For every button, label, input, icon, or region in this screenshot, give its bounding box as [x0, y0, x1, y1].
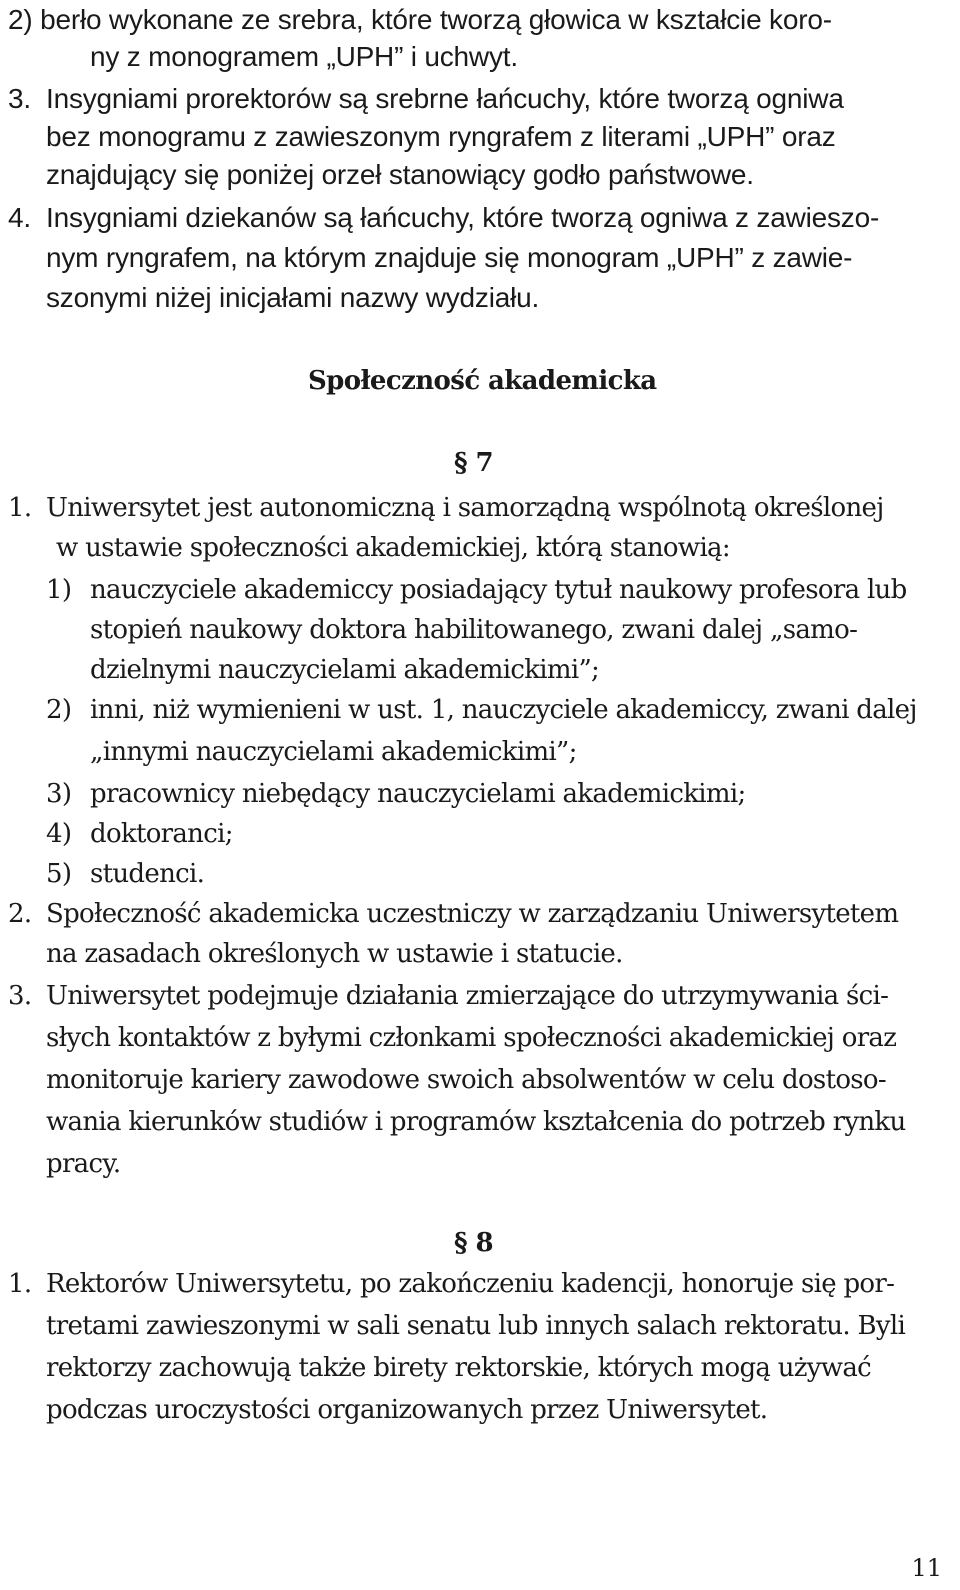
paragraph-line: Insygniami prorektorów są srebrne łańcuchy, które tworzą ogniwa [46, 83, 844, 114]
paragraph-symbol-7: § 7 [454, 448, 493, 478]
paragraph-line: nym ryngrafem, na którym znajduje się monogram „UPH” z zawie- [46, 242, 853, 273]
paragraph-line: Rektorów Uniwersytetu, po zakończeniu kadencji, honoruje się por- [46, 1269, 895, 1299]
list-number: 2. [8, 899, 32, 929]
paragraph-line: „innymi nauczycielami akademickimi”; [90, 737, 577, 767]
paragraph-line: tretami zawieszonymi w sali senatu lub innych salach rektoratu. Byli [46, 1311, 906, 1341]
page-number: 11 [911, 1554, 942, 1582]
list-number: 1. [8, 1269, 32, 1299]
paragraph-line: nauczyciele akademiccy posiadający tytuł naukowy profesora lub [90, 575, 907, 605]
list-number: 1. [8, 493, 32, 523]
list-number: 5) [46, 859, 72, 889]
paragraph-line: na zasadach określonych w ustawie i statucie. [46, 939, 623, 969]
paragraph-line: dzielnymi nauczycielami akademickimi”; [90, 655, 600, 685]
paragraph-line: monitoruje kariery zawodowe swoich absolwentów w celu dostoso- [46, 1065, 886, 1095]
list-number: 1) [46, 575, 72, 605]
paragraph-line: w ustawie społeczności akademickiej, którą stanowią: [56, 533, 730, 563]
paragraph-line: rektorzy zachowują także birety rektorskie, których mogą używać [46, 1353, 872, 1383]
paragraph-line: szonymi niżej inicjałami nazwy wydziału. [46, 282, 540, 313]
list-number: 3. [8, 83, 31, 114]
paragraph-line: 2) berło wykonane ze srebra, które tworzą głowica w kształcie koro- [8, 4, 832, 35]
paragraph-line: pracy. [46, 1149, 121, 1179]
paragraph-line: stopień naukowy doktora habilitowanego, zwani dalej „samo- [90, 615, 858, 645]
paragraph-line: Uniwersytet jest autonomiczną i samorządną wspólnotą określonej [46, 493, 884, 523]
paragraph-line: studenci. [90, 859, 205, 889]
paragraph-line: podczas uroczystości organizowanych przez Uniwersytet. [46, 1395, 768, 1425]
list-number: 4. [8, 202, 31, 233]
paragraph-line: ny z monogramem „UPH” i uchwyt. [90, 41, 518, 72]
paragraph-line: pracownicy niebędący nauczycielami akademickimi; [90, 779, 746, 809]
paragraph-line: wania kierunków studiów i programów kształcenia do potrzeb rynku [46, 1107, 906, 1137]
paragraph-line: słych kontaktów z byłymi członkami społeczności akademickiej oraz [46, 1023, 897, 1053]
paragraph-line: Uniwersytet podejmuje działania zmierzające do utrzymywania ści- [46, 981, 889, 1011]
paragraph-line: znajdujący się poniżej orzeł stanowiący godło państwowe. [46, 159, 754, 190]
list-number: 2) [46, 695, 72, 725]
paragraph-line: doktoranci; [90, 819, 233, 849]
paragraph-line: Insygniami dziekanów są łańcuchy, które tworzą ogniwa z zawieszo- [46, 202, 880, 233]
list-number: 4) [46, 819, 72, 849]
paragraph-line: Społeczność akademicka uczestniczy w zarządzaniu Uniwersytetem [46, 899, 899, 929]
paragraph-line: bez monogramu z zawieszonym ryngrafem z literami „UPH” oraz [46, 121, 836, 152]
list-number: 3. [8, 981, 32, 1011]
paragraph-symbol-8: § 8 [454, 1228, 493, 1258]
paragraph-line: inni, niż wymienieni w ust. 1, nauczyciele akademiccy, zwani dalej [90, 695, 917, 725]
list-number: 3) [46, 779, 72, 809]
section-heading: Społeczność akademicka [308, 366, 657, 396]
